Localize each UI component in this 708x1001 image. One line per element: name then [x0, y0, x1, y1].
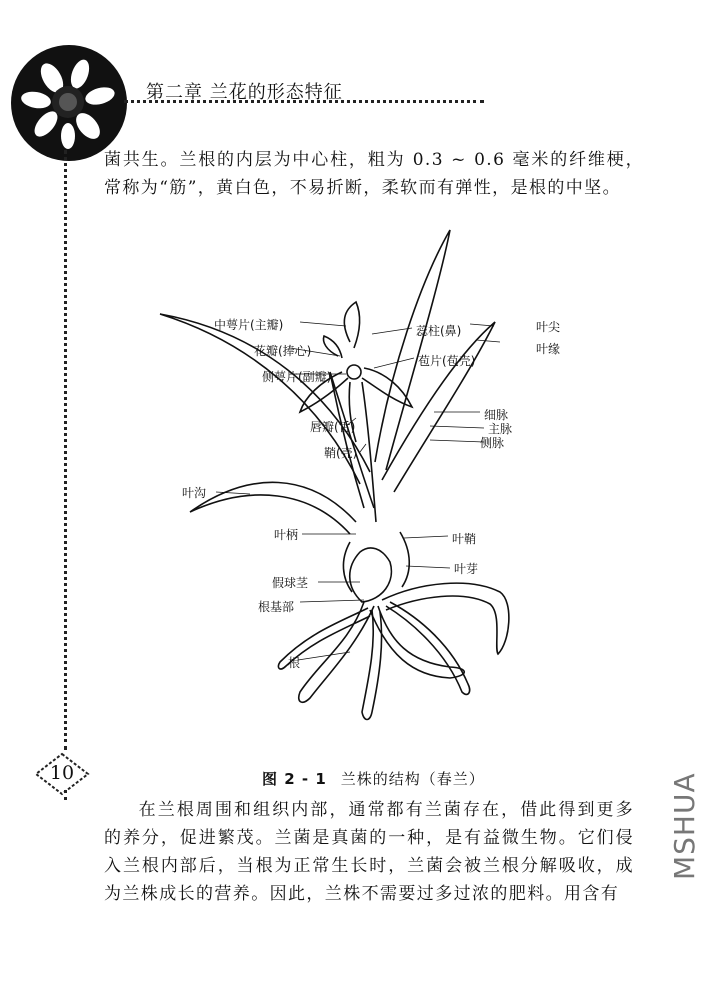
label-column: 蕊柱(鼻)	[416, 324, 462, 338]
label-leaf-bud: 叶芽	[454, 562, 479, 576]
body-paragraph-1: 菌共生。兰根的内层为中心柱，粗为 0.3 ~ 0.6 毫米的纤维梗，常称为“筋”，黄白色，不易折断，柔软而有弹性，是根的中坚。	[104, 150, 644, 198]
label-petal: 花瓣(捧心)	[254, 344, 312, 358]
figure-caption-text: 兰株的结构（春兰）	[340, 770, 485, 788]
label-side-vein: 侧脉	[480, 436, 505, 450]
label-fine-vein: 细脉	[484, 408, 509, 422]
orchid-diagram	[150, 222, 570, 732]
page-number: 10	[49, 762, 75, 784]
label-main-vein: 主脉	[488, 422, 513, 436]
body-paragraph-2-text: 在兰根周围和组织内部，通常都有兰菌存在，借此得到更多的养分，促进繁茂。兰菌是真菌的一种，是有益微生物。它们侵入兰根内部后，当根为正常生长时，兰菌会被兰根分解吸收，成为兰株成长的营养。因此，兰株不需要过多过浓的肥料。用含有	[104, 800, 634, 904]
label-leaf-margin: 叶缘	[536, 342, 561, 356]
label-leaf-groove: 叶沟	[182, 486, 207, 500]
body-paragraph-2	[104, 796, 634, 908]
figure-caption	[262, 768, 485, 789]
label-root-base: 根基部	[258, 600, 295, 614]
label-petiole: 叶柄	[274, 528, 299, 542]
label-lip: 唇瓣(舌)	[310, 420, 356, 434]
label-leaf-sheath: 叶鞘	[452, 532, 477, 546]
watermark: MSHUA	[668, 772, 701, 880]
chapter-logo	[10, 44, 128, 162]
label-lateral-sepal: 侧萼片(副瓣)	[262, 370, 332, 384]
label-pseudobulb: 假球茎	[272, 576, 309, 590]
margin-divider	[64, 150, 67, 750]
chapter-title: 第二章 兰花的形态特征	[146, 82, 343, 103]
label-sheath: 鞘(壳)	[324, 446, 358, 460]
figure-number: 图 2 - 1	[262, 770, 327, 788]
label-dorsal-sepal: 中萼片(主瓣)	[214, 318, 284, 332]
label-root: 根	[288, 656, 301, 670]
label-leaf-tip: 叶尖	[536, 320, 561, 334]
label-bract: 苞片(苞壳)	[418, 354, 476, 368]
header-divider	[124, 100, 484, 103]
